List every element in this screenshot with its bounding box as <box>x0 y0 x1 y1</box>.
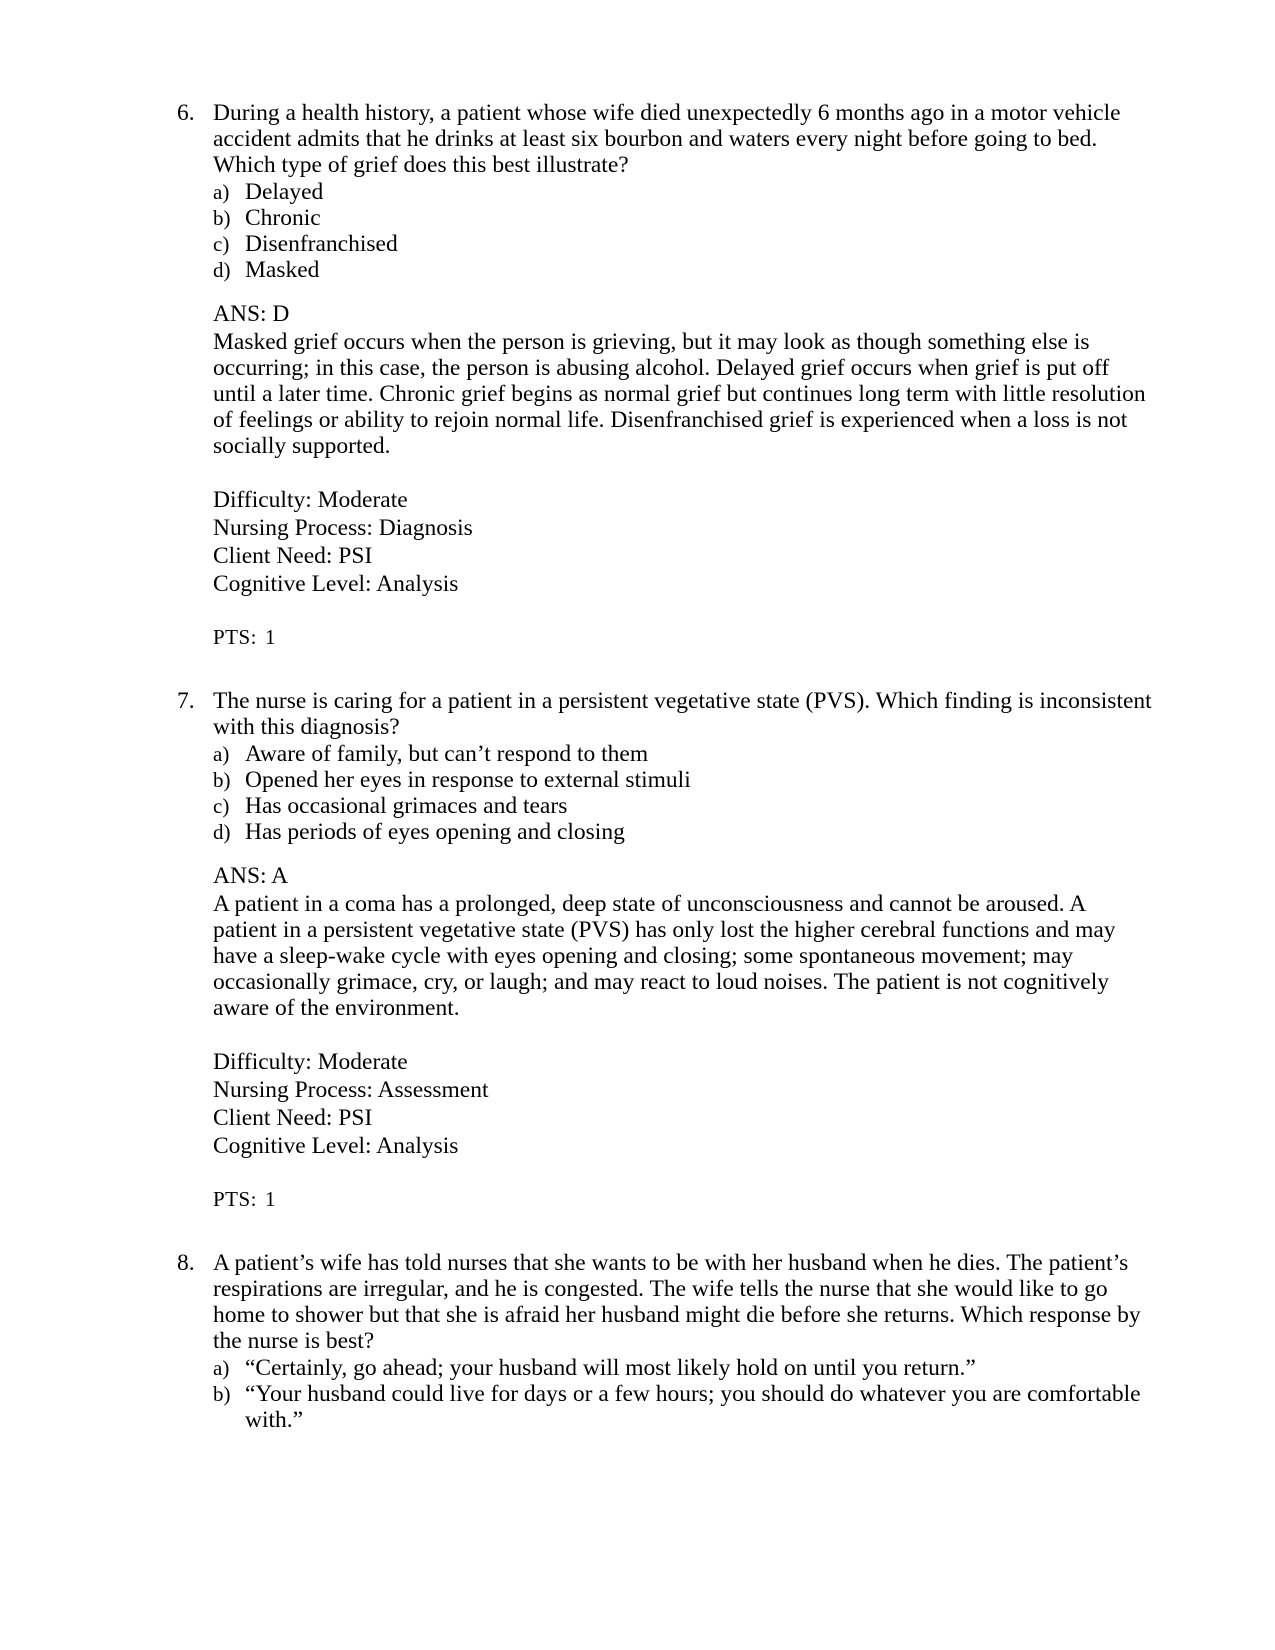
question-metadata <box>213 486 1153 598</box>
question-stem: During a health history, a patient whose wife died unexpectedly 6 months ago in a motor vehicle accident admits that he drinks at least six bourbon and waters every night before going to bed. Which type of grief does this best illustrate? <box>213 100 1121 178</box>
document-page <box>0 100 1275 1433</box>
option-text: “Certainly, go ahead; your husband will most likely hold on until you return.” <box>245 1355 976 1381</box>
question-metadata <box>213 1048 1153 1160</box>
option-d <box>213 257 1153 283</box>
question-stem: The nurse is caring for a patient in a persistent vegetative state (PVS). Which finding is inconsistent with this diagnosis? <box>213 688 1152 740</box>
question-number: 6. <box>177 100 195 126</box>
answer-key: ANS: A <box>213 863 289 889</box>
option-text: Has occasional grimaces and tears <box>245 793 568 819</box>
difficulty: Difficulty: Moderate <box>213 1049 408 1075</box>
option-letter: b) <box>213 206 231 230</box>
option-letter: d) <box>213 820 231 844</box>
option-text: Has periods of eyes opening and closing <box>245 819 625 845</box>
points <box>213 624 1153 650</box>
option-b <box>213 205 1153 231</box>
cognitive-level: Cognitive Level: Analysis <box>213 1133 459 1159</box>
cognitive-level: Cognitive Level: Analysis <box>213 571 459 597</box>
question-stem: A patient’s wife has told nurses that she wants to be with her husband when he dies. The patient’s respirations are irregular, and he is congested. The wife tells the nurse that she would like to go home to shower but that she is afraid her husband might die before she returns. Which response by the nurse is best? <box>213 1250 1141 1354</box>
answer-options <box>213 741 1153 845</box>
option-text: Aware of family, but can’t respond to them <box>245 741 649 767</box>
answer-block <box>213 863 1153 1021</box>
difficulty: Difficulty: Moderate <box>213 487 408 513</box>
option-text: Disenfranchised <box>245 231 398 257</box>
option-d <box>213 819 1153 845</box>
option-b <box>213 767 1153 793</box>
question-separator <box>0 650 1275 688</box>
nursing-process: Nursing Process: Diagnosis <box>213 515 473 541</box>
client-need: Client Need: PSI <box>213 1105 373 1131</box>
option-letter: c) <box>213 794 230 818</box>
option-letter: a) <box>213 1356 230 1380</box>
option-letter: b) <box>213 768 231 792</box>
option-letter: a) <box>213 742 230 766</box>
answer-key: ANS: D <box>213 301 290 327</box>
option-c <box>213 231 1153 257</box>
question-8 <box>177 1250 1153 1433</box>
answer-options <box>213 1355 1153 1433</box>
question-7 <box>177 688 1153 1212</box>
option-a <box>213 1355 1153 1381</box>
option-text: “Your husband could live for days or a few hours; you should do whatever you are comfortable with.” <box>245 1381 1141 1433</box>
points <box>213 1186 1153 1212</box>
option-letter: d) <box>213 258 231 282</box>
answer-rationale: A patient in a coma has a prolonged, deep state of unconsciousness and cannot be aroused. A patient in a persistent vegetative state (PVS) has only lost the higher cerebral functions and may have a sleep-wake cycle with eyes opening and closing; some spontaneous movement; may occasionally grimace, cry, or laugh; and may react to loud noises. The patient is not cognitively aware of the environment. <box>213 891 1116 1021</box>
points-value: 1 <box>265 625 277 649</box>
option-a <box>213 741 1153 767</box>
option-text: Delayed <box>245 179 324 205</box>
option-c <box>213 793 1153 819</box>
question-number: 7. <box>177 688 195 714</box>
answer-rationale: Masked grief occurs when the person is grieving, but it may look as though something else is occurring; in this case, the person is abusing alcohol. Delayed grief occurs when grief is put off until a later time. Chronic grief begins as normal grief but continues long term with little resolution of feelings or ability to rejoin normal life. Disenfranchised grief is experienced when a loss is not socially supported. <box>213 329 1146 459</box>
option-a <box>213 179 1153 205</box>
option-text: Chronic <box>245 205 321 231</box>
points-value: 1 <box>265 1187 277 1211</box>
option-b <box>213 1381 1153 1433</box>
points-label: PTS: <box>213 625 258 649</box>
nursing-process: Nursing Process: Assessment <box>213 1077 489 1103</box>
question-separator <box>0 1212 1275 1250</box>
points-label: PTS: <box>213 1187 258 1211</box>
option-letter: c) <box>213 232 230 256</box>
option-letter: b) <box>213 1382 231 1406</box>
client-need: Client Need: PSI <box>213 543 373 569</box>
option-letter: a) <box>213 180 230 204</box>
answer-block <box>213 301 1153 459</box>
question-number: 8. <box>177 1250 195 1276</box>
option-text: Opened her eyes in response to external stimuli <box>245 767 691 793</box>
answer-options <box>213 179 1153 283</box>
question-6 <box>177 100 1153 650</box>
option-text: Masked <box>245 257 320 283</box>
